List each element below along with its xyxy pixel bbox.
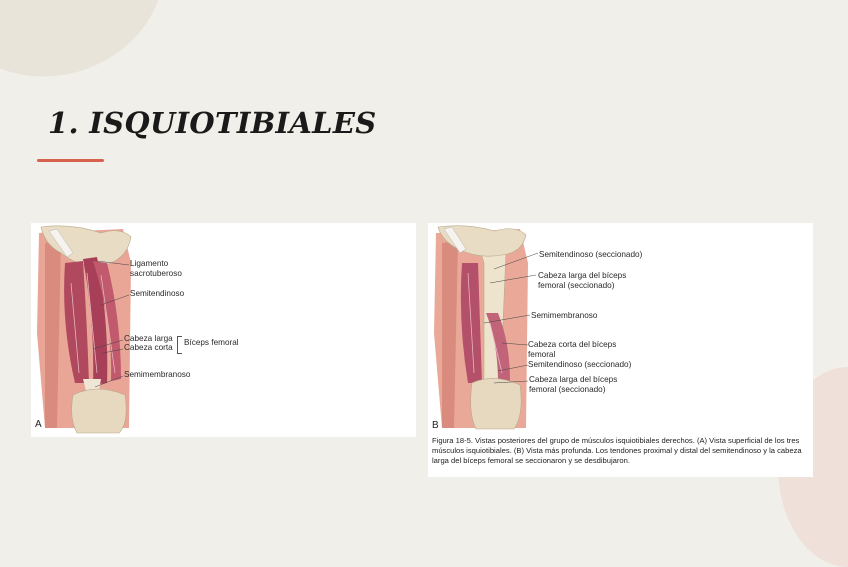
slide-title: 1. ISQUIOTIBIALES <box>48 106 377 140</box>
label-ligamento-sacrotuberoso: Ligamento sacrotuberoso <box>130 259 182 278</box>
label-biceps-femoral: Bíceps femoral <box>184 338 239 347</box>
label-semitendinoso-seccionado: Semitendinoso (seccionado) <box>539 250 643 259</box>
label-semimembranoso: Semimembranoso <box>531 311 598 320</box>
label-semimembranoso: Semimembranoso <box>124 370 191 379</box>
figure-a-panel <box>31 223 416 437</box>
decorative-blob-top-left <box>0 0 190 105</box>
title-underline <box>37 159 104 162</box>
label-cabeza-larga-seccionado: Cabeza larga del bíceps femoral (seccionado) <box>538 271 627 290</box>
figure-caption: Figura 18-5. Vistas posteriores del grupo de músculos isquiotibiales derechos. (A) Vista superficial de los tres músculos isquiotibiales. (B) Vista más profunda. Los tendones proximal y distal del semitendinoso y la cabeza larga del bíceps femoral se seccionaron y se desdibujaron. <box>432 436 802 466</box>
figure-a-letter: A <box>35 419 42 430</box>
label-cabeza-corta: Cabeza corta <box>124 343 173 352</box>
figure-a-illustration <box>31 223 416 437</box>
figure-b-panel <box>428 223 813 477</box>
label-cabeza-larga: Cabeza larga <box>124 334 173 343</box>
label-cabeza-corta-biceps: Cabeza corta del bíceps femoral <box>528 340 617 359</box>
label-semitendinoso-seccionado-distal: Semitendinoso (seccionado) <box>528 360 632 369</box>
brace-biceps <box>177 336 182 354</box>
label-semitendinoso: Semitendinoso <box>130 289 185 298</box>
label-cabeza-larga-seccionado-distal: Cabeza larga del bíceps femoral (seccionado) <box>529 375 618 394</box>
figure-b-letter: B <box>432 420 439 431</box>
